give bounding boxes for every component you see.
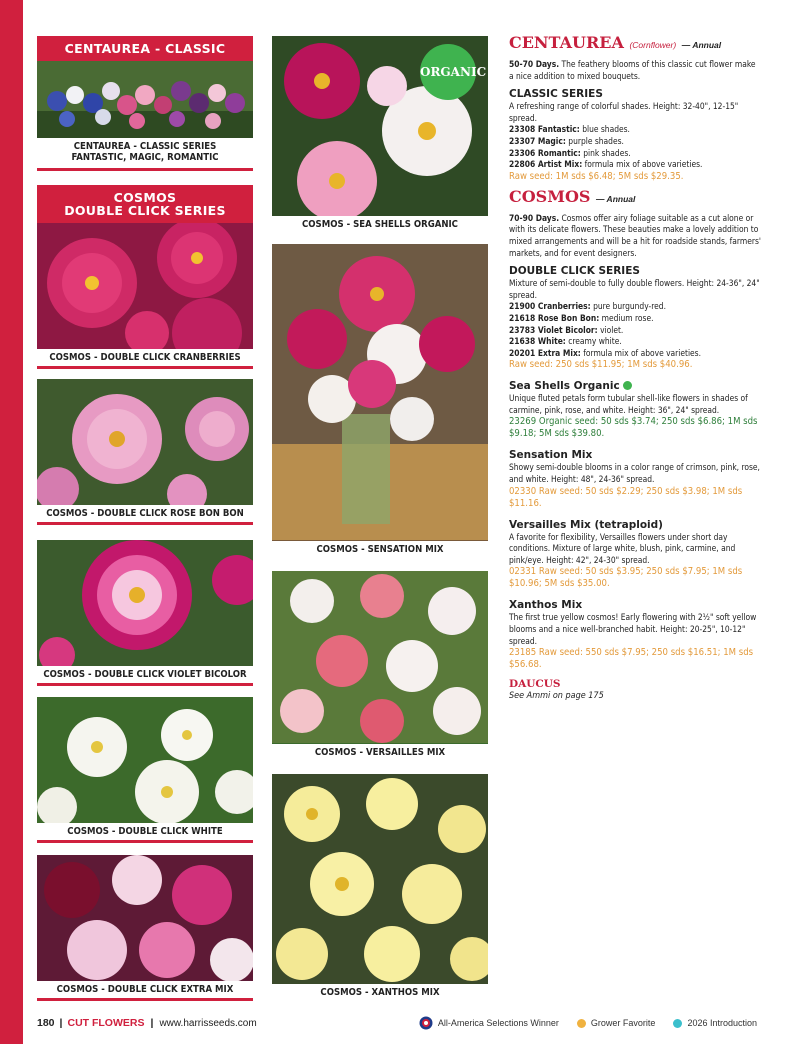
rosebonbon-image bbox=[37, 379, 253, 507]
versailles-desc: A favorite for flexibility, Versailles flowers under short day conditions. Mixture of large white, blush, pink, carmine, and pink/eye. Height: 42", 24-30" spread. bbox=[509, 531, 736, 565]
double-click-title: DOUBLE CLICK SERIES bbox=[509, 265, 640, 278]
dc-item: 21618 Rose Bon Bon: medium rose. bbox=[509, 312, 654, 323]
caption-line: FANTASTIC, MAGIC, ROMANTIC bbox=[71, 152, 219, 163]
centaurea-annual: — Annual bbox=[681, 40, 722, 50]
centaurea-heading bbox=[509, 33, 761, 55]
description-column bbox=[509, 33, 761, 702]
cranberries-image bbox=[37, 223, 253, 353]
white-photo bbox=[37, 697, 253, 843]
centaurea-desc-text: The feathery blooms of this classic cut flower make a nice addition to mixed bouquets. bbox=[509, 59, 756, 81]
white-caption: COSMOS - DOUBLE CLICK WHITE bbox=[37, 823, 253, 840]
cosmos-title: COSMOS bbox=[509, 186, 591, 206]
centaurea-desc bbox=[509, 59, 761, 82]
dc-item: 21638 White: creamy white. bbox=[509, 336, 622, 347]
cosmos-annual: — Annual bbox=[596, 193, 636, 204]
centaurea-price: Raw seed: 1M sds $6.48; 5M sds $29.35. bbox=[509, 170, 684, 182]
introduction-dot-icon bbox=[673, 1019, 682, 1028]
classic-series-title: CLASSIC SERIES bbox=[509, 88, 603, 101]
footer-separator: | bbox=[150, 1017, 154, 1029]
sensation-caption: COSMOS - SENSATION MIX bbox=[272, 541, 488, 558]
cosmos-desc: 70-90 Days. Cosmos offer airy foliage suitable as a cut alone or with its delicate flowers. These beauties make a lovely addition to mixed arrangements and will be a hit for roadside stands, farmers' markets, and for event designers. bbox=[509, 212, 761, 258]
versailles-photo bbox=[272, 571, 488, 761]
organic-badge: ORGANIC bbox=[420, 44, 476, 100]
centaurea-title: CENTAUREA bbox=[509, 33, 624, 52]
centaurea-item: 23308 Fantastic: blue shades. bbox=[509, 124, 630, 135]
dc-item: 23783 Violet Bicolor: violet. bbox=[509, 324, 624, 335]
dc-item: 20201 Extra Mix: formula mix of above varieties. bbox=[509, 347, 701, 358]
centaurea-photo bbox=[37, 36, 253, 171]
double-click-desc: Mixture of semi-double to fully double flowers. Height: 24-36", 24" spread. bbox=[509, 278, 760, 300]
centaurea-caption bbox=[37, 138, 253, 168]
versailles-image bbox=[272, 571, 488, 743]
versailles-caption: COSMOS - VERSAILLES MIX bbox=[272, 744, 488, 761]
xanthos-photo bbox=[272, 774, 488, 1001]
daucus-note: See Ammi on page 175 bbox=[509, 690, 604, 701]
sensation-desc: Showy semi-double blooms in a color range of crimson, pink, rose, and white. Height: 48", 24-36" spread. bbox=[509, 462, 760, 485]
cranberries-photo bbox=[37, 185, 253, 369]
footer-url[interactable]: www.harrisseeds.com bbox=[159, 1017, 257, 1029]
dc-price: Raw seed: 250 sds $11.95; 1M sds $40.96. bbox=[509, 359, 693, 371]
xanthos-image bbox=[272, 774, 488, 983]
legend-grower-favorite: Grower Favorite bbox=[577, 1016, 656, 1030]
cosmos-series-header bbox=[37, 185, 253, 223]
sensation-image bbox=[272, 244, 488, 540]
cranberries-caption: COSMOS - DOUBLE CLICK CRANBERRIES bbox=[37, 349, 253, 366]
centaurea-days: 50-70 Days. bbox=[509, 59, 560, 69]
page-number: 180 bbox=[37, 1017, 55, 1029]
versailles-price: 02331 Raw seed: 50 sds $3.95; 250 sds $7.95; 1M sds $10.96; 5M sds $35.00. bbox=[509, 566, 743, 590]
footer-section: CUT FLOWERS bbox=[67, 1017, 145, 1029]
cosmos-heading bbox=[509, 187, 761, 209]
extramix-caption: COSMOS - DOUBLE CLICK EXTRA MIX bbox=[37, 981, 253, 998]
footer-separator: | bbox=[59, 1017, 63, 1029]
organic-dot-icon bbox=[623, 381, 632, 390]
header-line: DOUBLE CLICK SERIES bbox=[64, 203, 226, 218]
sensation-photo bbox=[272, 244, 488, 558]
footer bbox=[37, 1015, 757, 1031]
classic-series-desc: A refreshing range of colorful shades. Height: 32-40", 12-15" spread. bbox=[509, 101, 739, 123]
rosebonbon-photo bbox=[37, 379, 253, 525]
legend-2026-introduction: 2026 Introduction bbox=[673, 1016, 757, 1030]
seashells-desc: Unique fluted petals form tubular shell-like flowers in shades of carmine, pink, rose, and white. Height: 36", 24" spread. bbox=[509, 393, 748, 415]
centaurea-common-name: (Cornflower) bbox=[629, 40, 677, 50]
caption-line: CENTAUREA - CLASSIC SERIES bbox=[73, 141, 217, 152]
xanthos-desc: The first true yellow cosmos! Early flowering with 2½" soft yellow blooms and a nice well-branched habit. Height: 20-25", 10-12" spread. bbox=[509, 612, 757, 646]
rosebonbon-caption: COSMOS - DOUBLE CLICK ROSE BON BON bbox=[37, 505, 253, 522]
seashells-price: 23269 Organic seed: 50 sds $3.74; 250 sds $6.86; 1M sds $9.18; 5M sds $39.80. bbox=[509, 416, 758, 440]
centaurea-series-header: CENTAUREA - CLASSIC bbox=[37, 36, 253, 61]
centaurea-item: 22806 Artist Mix: formula mix of above varieties. bbox=[509, 159, 703, 170]
seashells-photo bbox=[272, 36, 488, 233]
xanthos-caption: COSMOS - XANTHOS MIX bbox=[272, 984, 488, 1001]
centaurea-item: 23307 Magic: purple shades. bbox=[509, 135, 624, 146]
grower-favorite-dot-icon bbox=[577, 1019, 586, 1028]
page-edge-bar bbox=[0, 0, 23, 1044]
extramix-photo bbox=[37, 855, 253, 1001]
legend-aas: All-America Selections Winner bbox=[419, 1016, 559, 1030]
xanthos-title: Xanthos Mix bbox=[509, 599, 583, 612]
white-image bbox=[37, 697, 253, 825]
footer-legend bbox=[419, 1016, 757, 1030]
aas-icon bbox=[419, 1016, 433, 1030]
versailles-title: Versailles Mix (tetraploid) bbox=[509, 518, 663, 531]
header-line: COSMOS bbox=[113, 190, 177, 205]
xanthos-price: 23185 Raw seed: 550 sds $7.95; 250 sds $16.51; 1M sds $56.68. bbox=[509, 647, 754, 671]
seashells-caption: COSMOS - SEA SHELLS ORGANIC bbox=[272, 216, 488, 233]
seashells-heading: Sea Shells Organic bbox=[509, 379, 761, 393]
cornflower-image bbox=[37, 61, 253, 141]
daucus-title: DAUCUS bbox=[509, 678, 561, 691]
sensation-price: 02330 Raw seed: 50 sds $2.29; 250 sds $3.98; 1M sds $11.16. bbox=[509, 485, 743, 509]
violet-caption: COSMOS - DOUBLE CLICK VIOLET BICOLOR bbox=[37, 666, 253, 683]
violet-image bbox=[37, 540, 253, 668]
sensation-title: Sensation Mix bbox=[509, 449, 593, 462]
centaurea-item: 23306 Romantic: pink shades. bbox=[509, 147, 631, 158]
dc-item: 21900 Cranberries: pure burgundy-red. bbox=[509, 301, 666, 312]
extramix-image bbox=[37, 855, 253, 983]
violet-photo bbox=[37, 540, 253, 686]
